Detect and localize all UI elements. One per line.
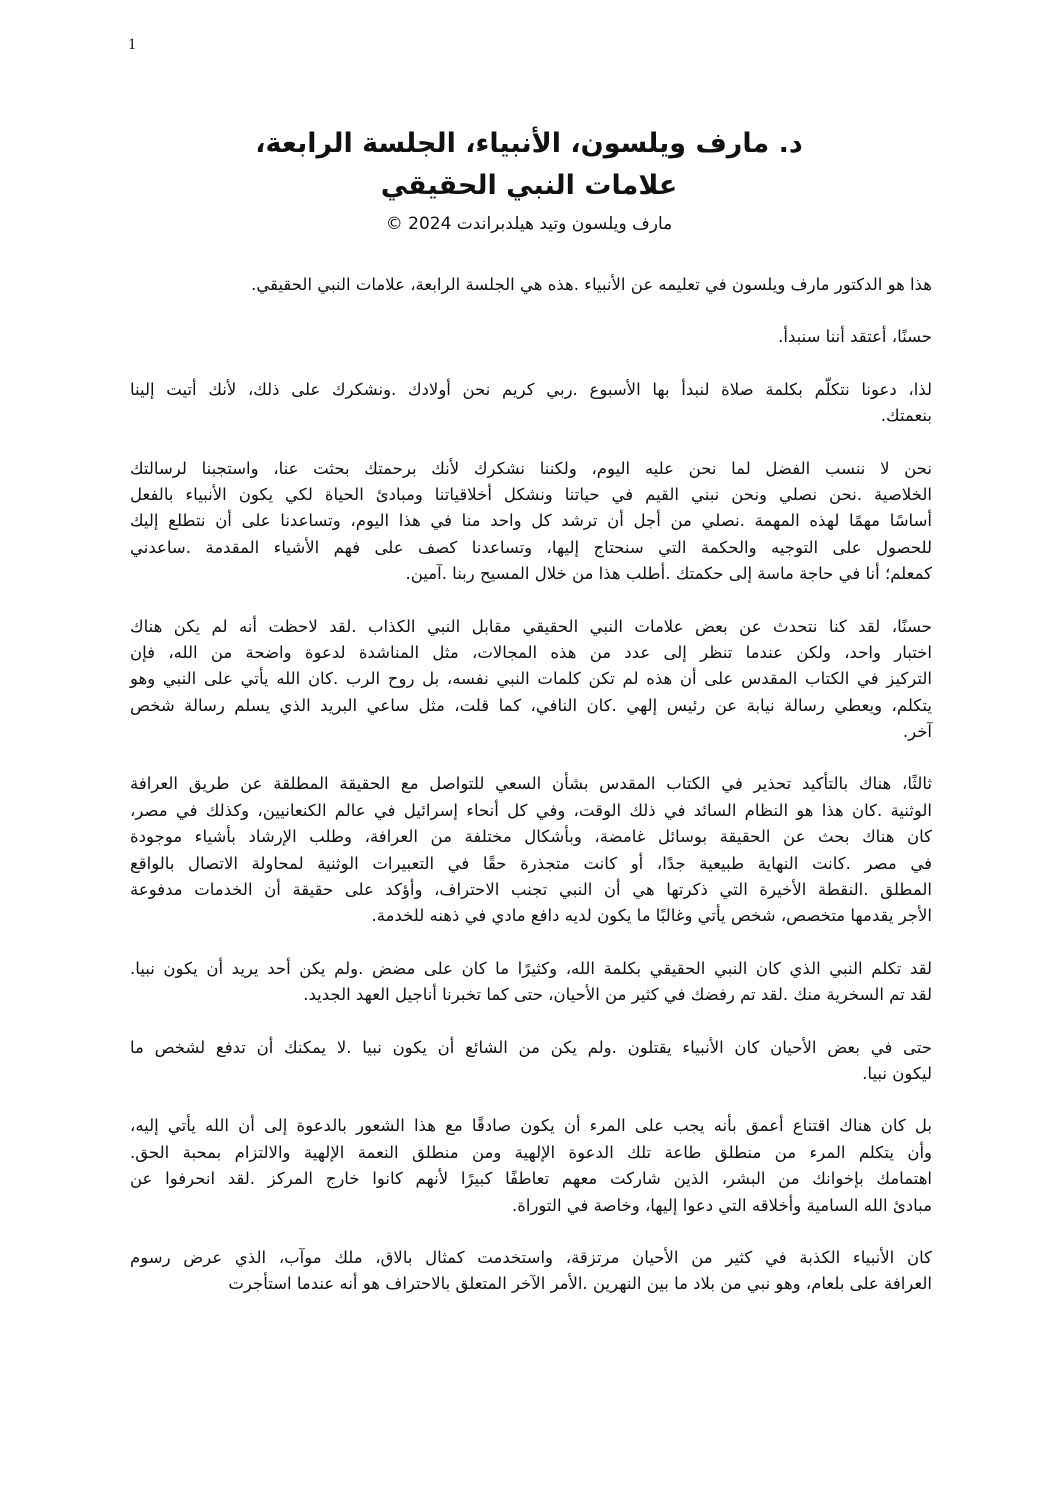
- paragraph: [130, 377, 932, 430]
- paragraph-line: اهتمامك بإخوانك من البشر، الذين شاركت معهم تعاطفًا كبيرًا لأنهم كانوا خارج المركز .لقد انحرفوا عن: [130, 1169, 932, 1189]
- paragraph: [130, 1113, 932, 1219]
- paragraph-line: لقد تكلم النبي الذي كان النبي الحقيقي بكلمة الله، وكثيرًا ما كان على مضض .ولم يكن أحد يريد أن يكون نبيا.: [130, 958, 932, 978]
- paragraph-line: ليكون نبيا.: [862, 1063, 932, 1083]
- paragraph: [130, 324, 932, 350]
- paragraph-line: الأجر يقدمها متخصص، شخص يأتي وغالبًا ما يكون لديه دافع مادي في ذهنه للخدمة.: [371, 906, 932, 926]
- page-number: 1: [128, 36, 136, 53]
- paragraph-line: اختبار واحد، ولكن عندما تنظر إلى عدد من هذه المجالات، مثل المناشدة لدعوة واضحة من الله، فإن: [130, 642, 932, 662]
- paragraph-line: حسنًا، لقد كنا نتحدث عن بعض علامات النبي الحقيقي مقابل النبي الكذاب .لقد لاحظت أنه لم يكن هناك: [130, 616, 932, 636]
- paragraph: [130, 1035, 932, 1088]
- paragraph-line: كان الأنبياء الكذبة في كثير من الأحيان مرتزقة، واستخدمت كمثال بالاق، ملك موآب، الذي عرض رسوم: [130, 1247, 932, 1267]
- paragraph-line: نحن لا ننسب الفضل لما نحن عليه اليوم، ولكننا نشكرك لأنك برحمتك بحثت عنا، واستجبنا لرسالتك: [130, 458, 932, 478]
- paragraph-line: حسنًا، أعتقد أننا سنبدأ.: [778, 327, 932, 347]
- paragraph-line: لذا، دعونا نتكلّم بكلمة صلاة لنبدأ بها الأسبوع .ربي كريم نحن أولادك .ونشكرك على ذلك، لأنك أتيت إلينا: [130, 379, 932, 399]
- paragraph: [130, 771, 932, 929]
- paragraph-line: كان هناك بحث عن الحقيقة بوسائل غامضة، وبأشكال مختلفة من العرافة، وطلب الإرشاد بأشياء موجودة: [130, 827, 932, 847]
- paragraph: [130, 456, 932, 588]
- paragraph: [130, 614, 932, 746]
- paragraph-line: الوثنية .كان هذا هو النظام السائد في ذلك الوقت، وفي كل أنحاء إسرائيل في عالم الكنعانيين، وكذلك في مصر،: [130, 800, 932, 820]
- paragraph-line: العرافة على بلعام، وهو نبي من بلاد ما بين النهرين .الأمر الآخر المتعلق بالاحتراف هو أنه عندما استأجرت: [228, 1274, 932, 1294]
- paragraph-line: ثالثًا، هناك بالتأكيد تحذير في الكتاب المقدس بشأن السعي للتواصل مع الحقيقة المطلقة عن طريق العرافة: [130, 774, 932, 794]
- paragraph-line: آخر.: [902, 722, 932, 742]
- paragraph: [130, 956, 932, 1009]
- document-title: د. مارف ويلسون، الأنبياء، الجلسة الرابعة،: [255, 128, 803, 159]
- paragraph-line: المطلق .النقطة الأخيرة التي ذكرتها هي أن النبي تجنب الاحتراف، وأؤكد على حقيقة أن الخدمات مدفوعة: [130, 880, 932, 900]
- paragraph-line: هذا هو الدكتور مارف ويلسون في تعليمه عن الأنبياء .هذه هي الجلسة الرابعة، علامات النبي الحقيقي.: [251, 275, 932, 294]
- paragraph-line: في مصر .كانت النهاية طبيعية جدًا، أو كانت متجذرة حقًا في التعبيرات الوثنية لمحاولة الاتصال بالواقع: [130, 853, 932, 873]
- document-title-line-2: علامات النبي الحقيقي: [380, 170, 678, 201]
- paragraph: [130, 272, 932, 298]
- copyright-subtitle: مارف ويلسون وتيد هيلدبراندت 2024 ©: [385, 214, 673, 234]
- paragraph-line: يتكلم، ويعطي رسالة نيابة عن رئيس إلهي .كان النافي، كما قلت، مثل ساعي البريد الذي يسلم رسالة شخص: [130, 695, 932, 715]
- paragraph-line: أساسًا مهمًا لهذه المهمة .نصلي من أجل أن ترشد كل واحد منا في هذا اليوم، وتساعدنا على أن نتطلع إليك: [130, 511, 932, 531]
- paragraph-line: للحصول على التوجيه والحكمة التي سنحتاج إليها، وتساعدنا كصف على فهم الأشياء المقدمة .ساعدني: [130, 537, 932, 557]
- paragraph-line: بنعمتك.: [880, 406, 932, 426]
- paragraph-line: التركيز في الكتاب المقدس على أن هذه لم تكن كلمات النبي نفسه، بل روح الرب .كان الله يأتي على النبي وهو: [130, 669, 932, 689]
- paragraph-line: لقد تم السخرية منك .لقد تم رفضك في كثير من الأحيان، حتى كما تخبرنا أناجيل العهد الجديد.: [303, 985, 932, 1005]
- document-body: [130, 272, 932, 1324]
- paragraph-line: مبادئ الله السامية وأخلاقه التي دعوا إليها، وخاصة في التوراة.: [511, 1195, 932, 1215]
- paragraph-line: كمعلم؛ أنا في حاجة ماسة إلى حكمتك .أطلب هذا من خلال المسيح ربنا .آمين.: [405, 564, 932, 584]
- paragraph-line: وأن يتكلم المرء من منطلق طاعة تلك الدعوة الإلهية ومن منطلق النعمة الإلهية والالتزام بمحبة الحق.: [130, 1142, 932, 1162]
- paragraph-line: بل كان هناك اقتناع أعمق بأنه يجب على المرء أن يكون صادقًا مع هذا الشعور بالدعوة إلى أن الله يأتي إليه،: [130, 1116, 932, 1136]
- paragraph-line: حتى في بعض الأحيان كان الأنبياء يقتلون .ولم يكن من الشائع أن يكون نبيا .لا يمكنك أن تدفع لشخص ما: [130, 1037, 932, 1057]
- paragraph-line: الخلاصية .نحن نصلي ونحن نبني القيم في حياتنا ونشكل أخلاقياتنا ومبادئ الحياة لكي يكون الأنبياء بالفعل: [130, 484, 932, 504]
- paragraph: [130, 1245, 932, 1298]
